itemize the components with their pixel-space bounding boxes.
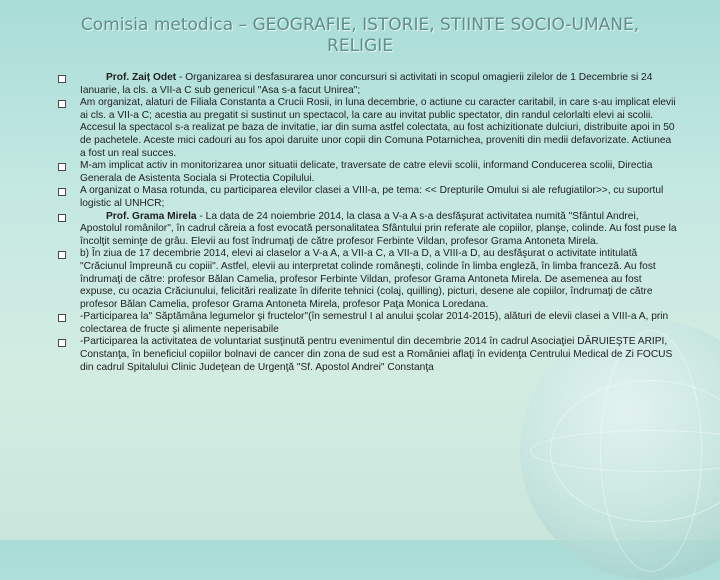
item-text: b) În ziua de 17 decembrie 2014, elevi ai claselor a V-a A, a VII-a C, a VII-a D, a VIII-a D, au desfăşurat o activitate intitulată "Crăciunul împreună cu copiii". Astfel, elevii au interpretat colinde româneşti, colinde în limba engleză, în limba franceză. Au fost îndrumaţi de către: profesor Bălan Camelia, profesor Ferbinte Vildan, profesor Grama Antoneta Mirela. De asemenea au fost expuse, cu ocazia Crăciunului, felicitări realizate în diferite tehnici (colaj, quilling), picturi, desene ale copiilor, îndrumaţi de către profesor Bălan Camelia, profesor Grama Antoneta Mirela, profesor Paţa Monica Loredana.: [80, 248, 656, 310]
list-item: [58, 336, 678, 374]
content-list: [58, 72, 678, 374]
list-item: [58, 185, 678, 210]
bullet-icon: [58, 163, 66, 171]
item-text: - La data de 24 noiembrie 2014, la clasa a V-a A s-a desfăşurat activitatea numită "Sfântul Andrei, Apostolul românilor", în cadrul căreia a fost evocată personalitatea Sfântului prin referate ale copiilor, planşe, colinde. Au fost puse la încolţit seminţe de grâu. Elevii au fost îndrumaţi de către profesor Ferbinte Vildan, profesor Grama Antoneta Mirela.: [80, 210, 677, 247]
item-text: M-am implicat activ in monitorizarea unor situatii delicate, traversate de catre elevii scolii, informand Conducerea scolii, Directia Generala de Asistenta Sociala si Protectia Copilului.: [80, 160, 653, 184]
item-text: -Participarea la" Săptămâna legumelor şi fructelor"(în semestrul I al anului şcolar 2014-2015), alături de elevii clasei a VIII-a A, prin colectarea de fructe şi alimente neperisabile: [80, 311, 669, 335]
bullet-icon: [58, 188, 66, 196]
page-title: Comisia metodica – GEOGRAFIE, ISTORIE, STIINTE SOCIO-UMANE, RELIGIE: [80, 15, 640, 56]
list-item: [58, 211, 678, 249]
list-item: [58, 97, 678, 160]
bullet-icon: [58, 314, 66, 322]
list-item: [58, 248, 678, 311]
item-author: Prof. Zaiț Odet: [106, 72, 177, 83]
bullet-icon: [58, 339, 66, 347]
list-item: [58, 72, 678, 97]
list-item: [58, 160, 678, 185]
item-text: A organizat o Masa rotunda, cu participarea elevilor clasei a VIII-a, pe tema: << Drepturile Omului si ale refugiatilor>>, cu suportul logistic al UNHCR;: [80, 185, 664, 209]
list-item: [58, 311, 678, 336]
bullet-icon: [58, 100, 66, 108]
item-text: -Participarea la activitatea de voluntariat susţinută pentru evenimentul din decembrie 2014 în cadrul Asociaţiei DĂRUIEŞTE ARIPI, Constanţa, în beneficiul copiilor bolnavi de cancer din zona de sud est a României aflaţi în evidenţa Centrului Medical de Zi FOCUS din cadrul Spitalului Clinic Judeţean de Urgenţă "Sf. Apostol Andrei" Constanţa: [80, 336, 673, 373]
bullet-icon: [58, 214, 66, 222]
bullet-icon: [58, 75, 66, 83]
item-text: Am organizat, alaturi de Filiala Constanta a Crucii Rosii, in luna decembrie, o actiune cu caracter caritabil, in care s-au implicat elevii ai cls. a VII-a C; acestia au pregatit si sustinut un spectacol, la care au invitat public spectator, din randul celorlalti elevi ai scolii. Accesul la spectacol s-a realizat pe baza de invitatie, iar din suma astfel colectata, au fost achizitionate dulciuri, distribuite apoi in 50 de pachetele. Aceste mici cadouri au fos apoi daruite unor copii din Comuna Potarnichea, proveniti din medii defavorizate. Actiunea a fost un real succes.: [80, 97, 676, 159]
item-text: - Organizarea si desfasurarea unor concursuri si activitati in scopul omagierii zilelor de 1 Decembrie si 24 Ianuarie, la cls. a VII-a C sub genericul "Asa s-a facut Unirea";: [80, 72, 653, 96]
item-author: Prof. Grama Mirela: [106, 210, 197, 222]
bullet-icon: [58, 251, 66, 259]
